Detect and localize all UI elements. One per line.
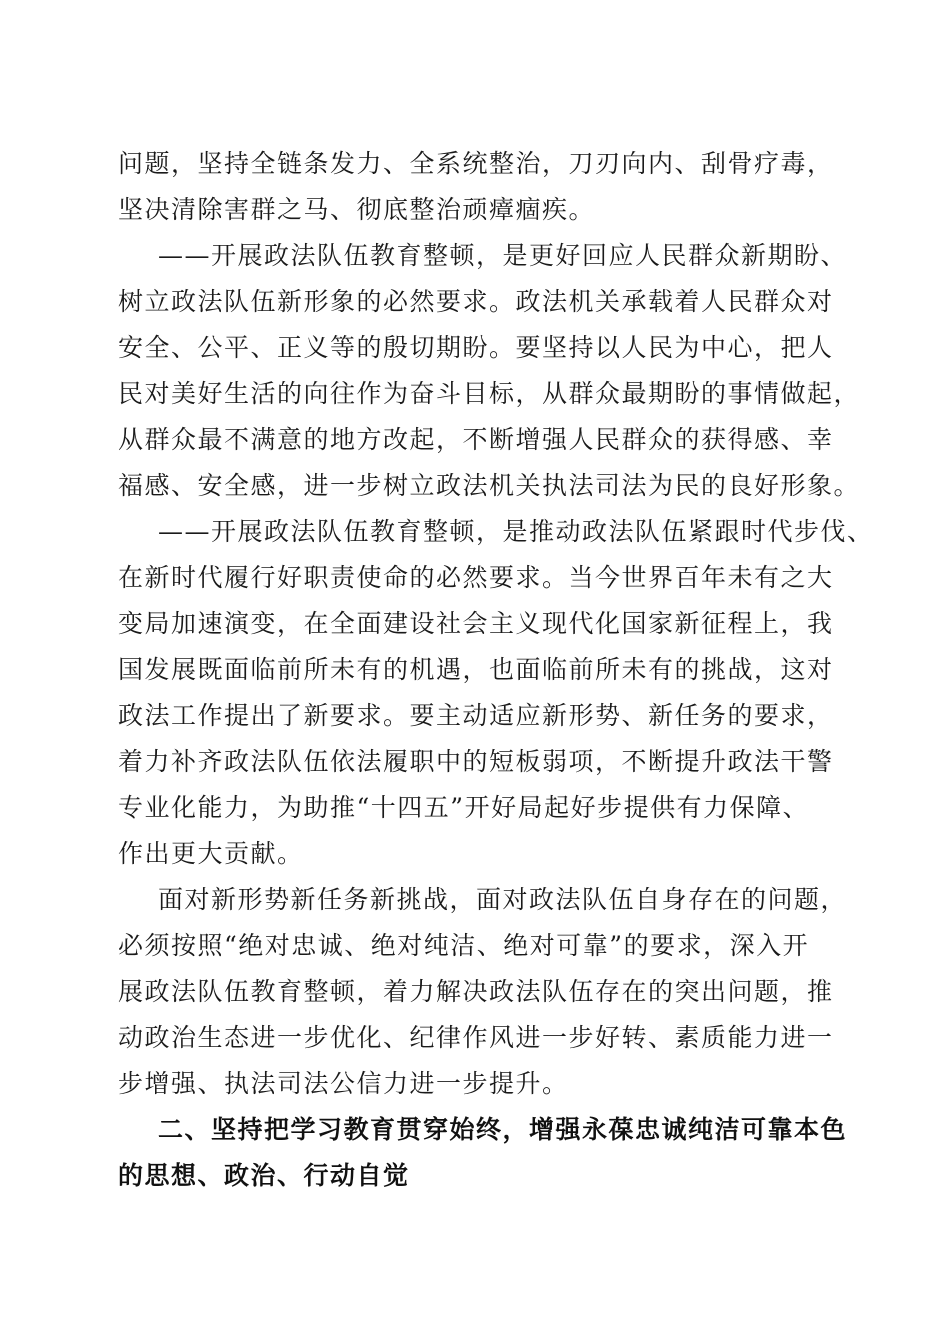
text-line: 安全、公平、正义等的殷切期盼。要坚持以人民为中心，把人 bbox=[118, 333, 834, 362]
text-line: 面对新形势新任务新挑战，面对政法队伍自身存在的问题， bbox=[158, 885, 848, 914]
text-line: 树立政法队伍新形象的必然要求。政法机关承载着人民群众对 bbox=[118, 287, 834, 316]
text-line: 专业化能力，为助推“十四五”开好局起好步提供有力保障、 bbox=[118, 793, 810, 822]
text-line: 展政法队伍教育整顿，着力解决政法队伍存在的突出问题，推 bbox=[118, 977, 834, 1006]
text-line: 必须按照“绝对忠诚、绝对纯洁、绝对可靠”的要求，深入开 bbox=[118, 931, 810, 960]
section-heading: 的思想、政治、行动自觉 bbox=[118, 1161, 410, 1190]
section-heading: 二、坚持把学习教育贯穿始终，增强永葆忠诚纯洁可靠本色 bbox=[158, 1115, 848, 1144]
text-line: 政法工作提出了新要求。要主动适应新形势、新任务的要求， bbox=[118, 701, 834, 730]
text-line: 民对美好生活的向往作为奋斗目标，从群众最期盼的事情做起， bbox=[118, 379, 861, 408]
text-line: ——开展政法队伍教育整顿，是更好回应人民群众新期盼、 bbox=[158, 241, 848, 270]
text-line: ——开展政法队伍教育整顿，是推动政法队伍紧跟时代步伐、 bbox=[158, 517, 874, 546]
text-line: 国发展既面临前所未有的机遇，也面临前所未有的挑战，这对 bbox=[118, 655, 834, 684]
text-line: 作出更大贡献。 bbox=[118, 839, 304, 868]
text-line: 着力补齐政法队伍依法履职中的短板弱项，不断提升政法干警 bbox=[118, 747, 834, 776]
text-line: 步增强、执法司法公信力进一步提升。 bbox=[118, 1069, 569, 1098]
text-line: 福感、安全感，进一步树立政法机关执法司法为民的良好形象。 bbox=[118, 471, 861, 500]
text-line: 变局加速演变，在全面建设社会主义现代化国家新征程上，我 bbox=[118, 609, 834, 638]
text-line: 在新时代履行好职责使命的必然要求。当今世界百年未有之大 bbox=[118, 563, 834, 592]
text-line: 坚决清除害群之马、彻底整治顽瘴痼疾。 bbox=[118, 195, 596, 224]
text-line: 问题，坚持全链条发力、全系统整治，刀刃向内、刮骨疗毒， bbox=[118, 149, 834, 178]
text-line: 动政治生态进一步优化、纪律作风进一步好转、素质能力进一 bbox=[118, 1023, 834, 1052]
text-line: 从群众最不满意的地方改起，不断增强人民群众的获得感、幸 bbox=[118, 425, 834, 454]
